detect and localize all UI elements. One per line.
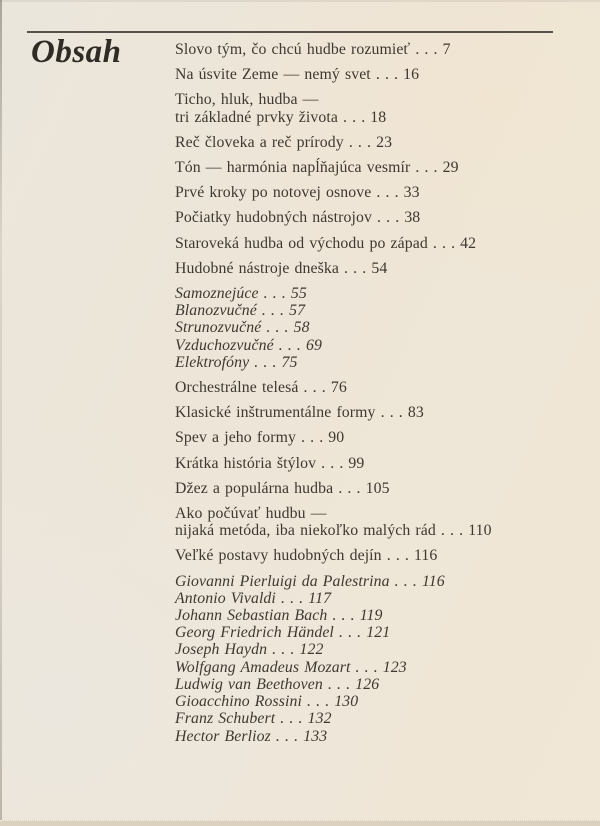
toc-entry [175,573,580,590]
header-rule [27,31,553,33]
toc-line: Na úsvite Zeme — nemý svet . . . 16 [175,66,420,84]
toc-entry [175,159,580,176]
toc-entry [175,66,580,83]
toc-line: Tón — harmónia napĺňajúca vesmír . . . 29 [175,159,459,177]
toc-line: Antonio Vivaldi . . . 117 [175,589,332,607]
toc-entry [175,710,580,727]
toc-line: Ludwig van Beethoven . . . 126 [175,675,380,693]
page-left-edge [0,0,2,826]
toc-entry [175,184,580,201]
page-title: Obsah [31,34,122,70]
toc-entry [175,235,580,252]
toc-entry [175,260,580,277]
toc-entry [175,624,580,641]
toc-line: Samoznejúce . . . 55 [175,285,307,303]
toc-entry [175,354,580,371]
toc-line: Hudobné nástroje dneška . . . 54 [175,259,388,277]
toc-entry [175,91,580,125]
toc-entry [175,209,580,226]
toc-line: Blanozvučné . . . 57 [175,302,306,320]
toc-list [175,41,580,753]
toc-line: Franz Schubert . . . 132 [175,710,332,728]
toc-entry [175,455,580,472]
page-top-edge [0,0,600,2]
toc-entry [175,641,580,658]
toc-line: Elektrofóny . . . 75 [175,353,298,371]
toc-entry [175,337,580,354]
toc-line: Vzduchozvučné . . . 69 [175,336,323,354]
toc-line: Klasické inštrumentálne formy . . . 83 [175,404,424,422]
toc-entry [175,659,580,676]
toc-entry [175,676,580,693]
toc-entry [175,693,580,710]
toc-line: Johann Sebastian Bach . . . 119 [175,607,383,625]
toc-entry [175,547,580,564]
toc-line: Wolfgang Amadeus Mozart . . . 123 [175,658,407,676]
toc-line: tri základné prvky života . . . 18 [175,108,387,126]
toc-line: Veľké postavy hudobných dejín . . . 116 [175,547,438,565]
toc-line: nijaká metóda, iba niekoľko malých rád . . . 110 [175,522,492,540]
toc-line: Staroveká hudba od východu po západ . . . 42 [175,234,477,252]
toc-line: Prvé kroky po notovej osnove . . . 33 [175,184,420,202]
toc-entry [175,285,580,302]
toc-line: Počiatky hudobných nástrojov . . . 38 [175,209,421,227]
toc-entry [175,404,580,421]
toc-line: Orchestrálne telesá . . . 76 [175,379,347,397]
toc-entry [175,607,580,624]
toc-line: Slovo tým, čo chcú hudbe rozumieť . . . 7 [175,41,451,58]
toc-entry [175,728,580,745]
toc-entry [175,379,580,396]
toc-entry [175,302,580,319]
toc-line: Krátka história štýlov . . . 99 [175,454,365,472]
toc-line: Strunozvučné . . . 58 [175,319,310,337]
toc-line: Georg Friedrich Händel . . . 121 [175,624,391,642]
page-bottom-edge [0,820,600,826]
toc-line: Spev a jeho formy . . . 90 [175,429,345,447]
toc-entry [175,429,580,446]
toc-entry [175,134,580,151]
toc-line: Ticho, hluk, hudba — [175,91,319,109]
toc-line: Gioacchino Rossini . . . 130 [175,693,359,711]
toc-line: Ako počúvať hudbu — [175,505,327,523]
toc-entry [175,590,580,607]
toc-line: Joseph Haydn . . . 122 [175,641,324,659]
toc-entry [175,505,580,539]
toc-line: Džez a populárna hudba . . . 105 [175,479,390,497]
toc-entry [175,480,580,497]
toc-line: Reč človeka a reč prírody . . . 23 [175,133,393,151]
toc-line: Hector Berlioz . . . 133 [175,727,328,745]
toc-line: Giovanni Pierluigi da Palestrina . . . 116 [175,572,445,590]
toc-entry [175,319,580,336]
toc-entry [175,41,580,58]
